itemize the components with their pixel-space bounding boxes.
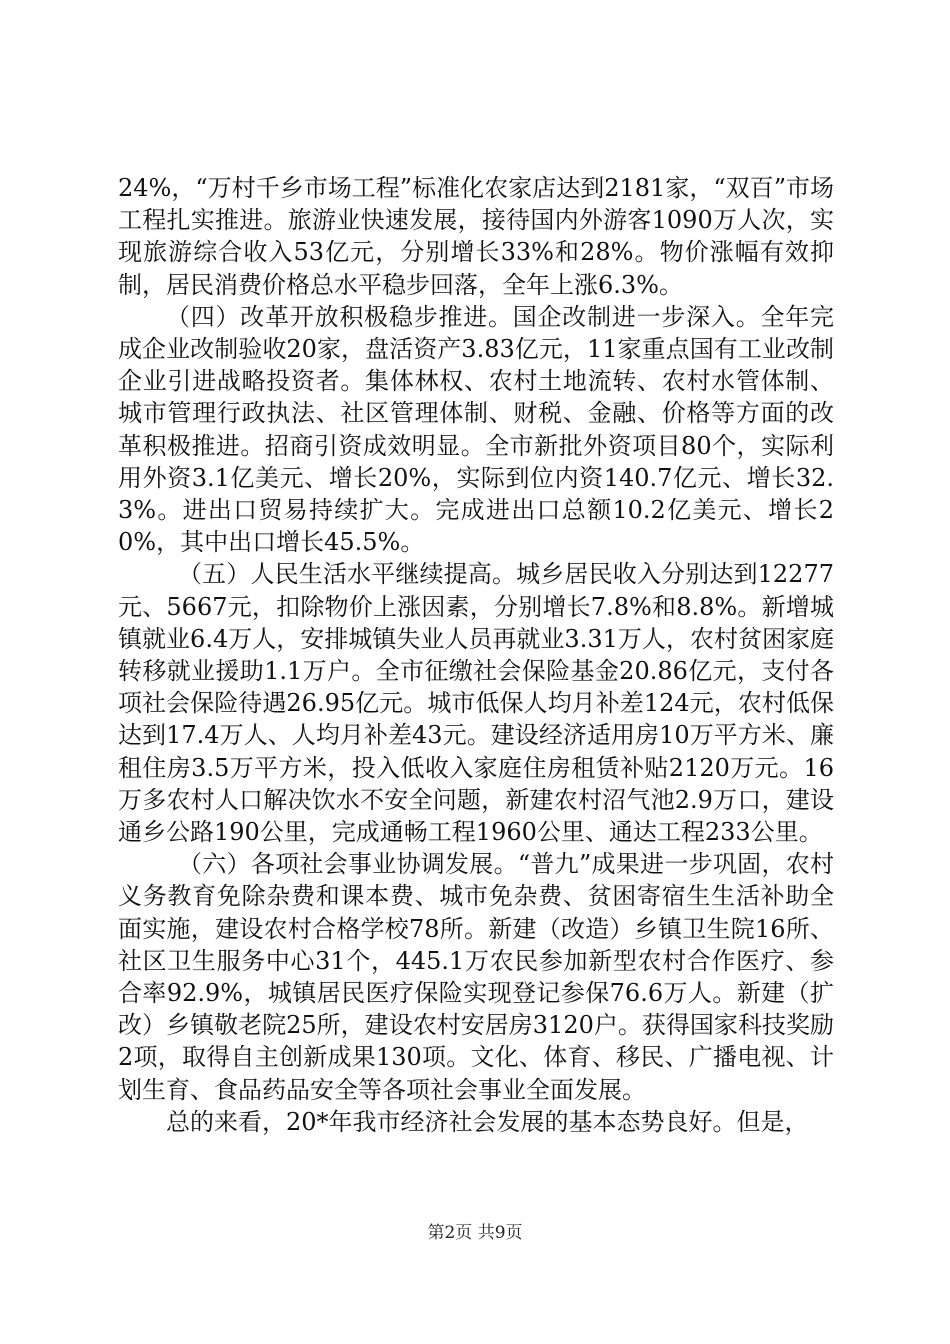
paragraph-living-standards: （五）人民生活水平继续提高。城乡居民收入分别达到12277元、5667元，扣除物价上涨因素，分别增长7.8%和8.8%。新增城镇就业6.4万人，安排城镇失业人员再就业3.31万人，农村贫困家庭转移就业援助1.1万户。全市征缴社会保险基金20.86亿元，支付各项社会保险待遇26.95亿元。城市低保人均月补差124元，农村低保达到17.4万人、人均月补差43元。建设经济适用房10万平方米、廉租住房3.5万平方米，投入低收入家庭住房租赁补贴2120万元。16万多农村人口解决饮水不安全问题，新建农村沼气池2.9万口，建设通乡公路190公里，完成通畅工程1960公里、通达工程233公里。 [118,560,834,847]
paragraph-social-undertakings: （六）各项社会事业协调发展。“普九”成果进一步巩固，农村义务教育免除杂费和课本费、城市免杂费、贫困寄宿生生活补助全面实施，建设农村合格学校78所。新建（改造）乡镇卫生院16所、社区卫生服务中心31个，445.1万农民参加新型农村合作医疗、参合率92.9%，城镇居民医疗保险实现登记参保76.6万人。新建（扩改）乡镇敬老院25所，建设农村安居房3120户。获得国家科技奖励2项，取得自主创新成果130项。文化、体育、移民、广播电视、计划生育、食品药品安全等各项社会事业全面发展。 [118,850,834,1104]
paragraph-reform-opening: （四）改革开放积极稳步推进。国企改制进一步深入。全年完成企业改制验收20家，盘活资产3.83亿元，11家重点国有工业改制企业引进战略投资者。集体林权、农村土地流转、农村水管体制、城市管理行政执法、社区管理体制、财税、金融、价格等方面的改革积极推进。招商引资成效明显。全市新批外资项目80个，实际利用外资3.1亿美元、增长20%，实际到位内资140.7亿元、增长32.3%。进出口贸易持续扩大。完成进出口总额10.2亿美元、增长20%，其中出口增长45.5%。 [118,302,834,557]
paragraph-continuation: 24%，“万村千乡市场工程”标准化农家店达到2181家，“双百”市场工程扎实推进。旅游业快速发展，接待国内外游客1090万人次，实现旅游综合收入53亿元，分别增长33%和28%。物价涨幅有效抑制，居民消费价格总水平稳步回落，全年上涨6.3%。 [118,174,834,299]
document-body [118,172,834,1138]
paragraph-summary: 总的来看，20*年我市经济社会发展的基本态势良好。但是， [166,1107,809,1136]
page-number-footer: 第2页 共9页 [427,1223,523,1243]
